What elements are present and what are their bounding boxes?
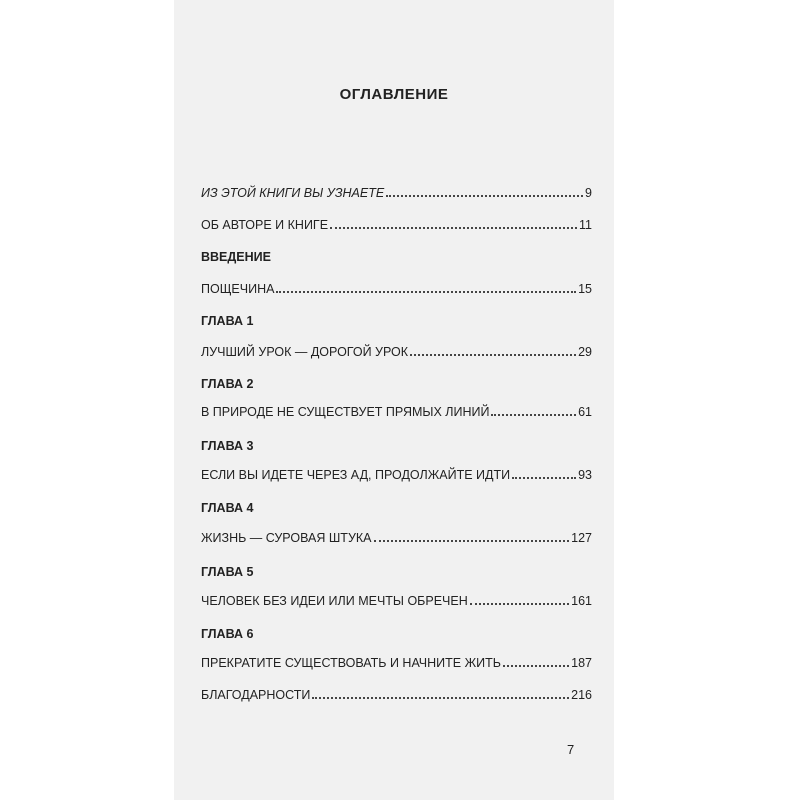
toc-entry-page: 161 xyxy=(571,594,592,608)
toc-entry-label: ПОЩЕЧИНА xyxy=(201,282,275,296)
toc-heading-chapter-2: ГЛАВА 2 xyxy=(201,377,254,391)
toc-entry-label: ЕСЛИ ВЫ ИДЕТЕ ЧЕРЕЗ АД, ПРОДОЛЖАЙТЕ ИДТИ xyxy=(201,468,511,482)
book-page xyxy=(174,0,614,800)
toc-entry-about-author xyxy=(201,218,592,232)
toc-entry-label: ОБ АВТОРЕ И КНИГЕ xyxy=(201,218,329,232)
leader-dots xyxy=(374,539,570,542)
toc-entry-page: 29 xyxy=(578,345,592,359)
toc-entry-slap xyxy=(201,282,592,296)
toc-entry-label: БЛАГОДАРНОСТИ xyxy=(201,688,311,702)
page-number: 7 xyxy=(567,742,575,757)
toc-entry-label: В ПРИРОДЕ НЕ СУЩЕСТВУЕТ ПРЯМЫХ ЛИНИЙ xyxy=(201,405,490,419)
toc-heading-chapter-5: ГЛАВА 5 xyxy=(201,565,254,579)
leader-dots xyxy=(512,476,576,479)
toc-entry-chapter-1 xyxy=(201,345,592,359)
toc-entry-chapter-6 xyxy=(201,656,592,670)
toc-heading-chapter-6: ГЛАВА 6 xyxy=(201,627,254,641)
toc-entry-page: 11 xyxy=(579,218,592,232)
leader-dots xyxy=(410,353,576,356)
leader-dots xyxy=(312,696,569,699)
leader-dots xyxy=(503,664,569,667)
toc-entry-acknowledgements xyxy=(201,688,592,702)
toc-entry-label: ИЗ ЭТОЙ КНИГИ ВЫ УЗНАЕТЕ xyxy=(201,186,385,200)
leader-dots xyxy=(330,226,577,229)
toc-entry-chapter-2 xyxy=(201,405,592,419)
leader-dots xyxy=(386,194,583,197)
toc-entry-label: ПРЕКРАТИТЕ СУЩЕСТВОВАТЬ И НАЧНИТЕ ЖИТЬ xyxy=(201,656,501,670)
toc-entry-label: ЖИЗНЬ — СУРОВАЯ ШТУКА xyxy=(201,531,372,545)
toc-heading-introduction: ВВЕДЕНИЕ xyxy=(201,250,271,264)
toc-entry-page: 61 xyxy=(578,405,592,419)
toc-title: ОГЛАВЛЕНИЕ xyxy=(339,86,449,103)
toc-entry-label: ЛУЧШИЙ УРОК — ДОРОГОЙ УРОК xyxy=(201,345,409,359)
toc-entry-label: ЧЕЛОВЕК БЕЗ ИДЕИ ИЛИ МЕЧТЫ ОБРЕЧЕН xyxy=(201,594,468,608)
toc-heading-chapter-1: ГЛАВА 1 xyxy=(201,314,254,328)
leader-dots xyxy=(470,602,569,605)
toc-entry-page: 93 xyxy=(578,468,592,482)
toc-entry-about-book xyxy=(201,186,592,200)
toc-entry-page: 216 xyxy=(571,688,592,702)
toc-entry-page: 187 xyxy=(571,656,592,670)
toc-heading-chapter-4: ГЛАВА 4 xyxy=(201,501,254,515)
leader-dots xyxy=(276,290,576,293)
toc-heading-chapter-3: ГЛАВА 3 xyxy=(201,439,254,453)
toc-entry-page: 9 xyxy=(585,186,592,200)
toc-entry-chapter-4 xyxy=(201,531,592,545)
leader-dots xyxy=(491,413,576,416)
toc-entry-page: 127 xyxy=(571,531,592,545)
toc-entry-chapter-3 xyxy=(201,468,592,482)
toc-entry-chapter-5 xyxy=(201,594,592,608)
toc-entry-page: 15 xyxy=(578,282,592,296)
